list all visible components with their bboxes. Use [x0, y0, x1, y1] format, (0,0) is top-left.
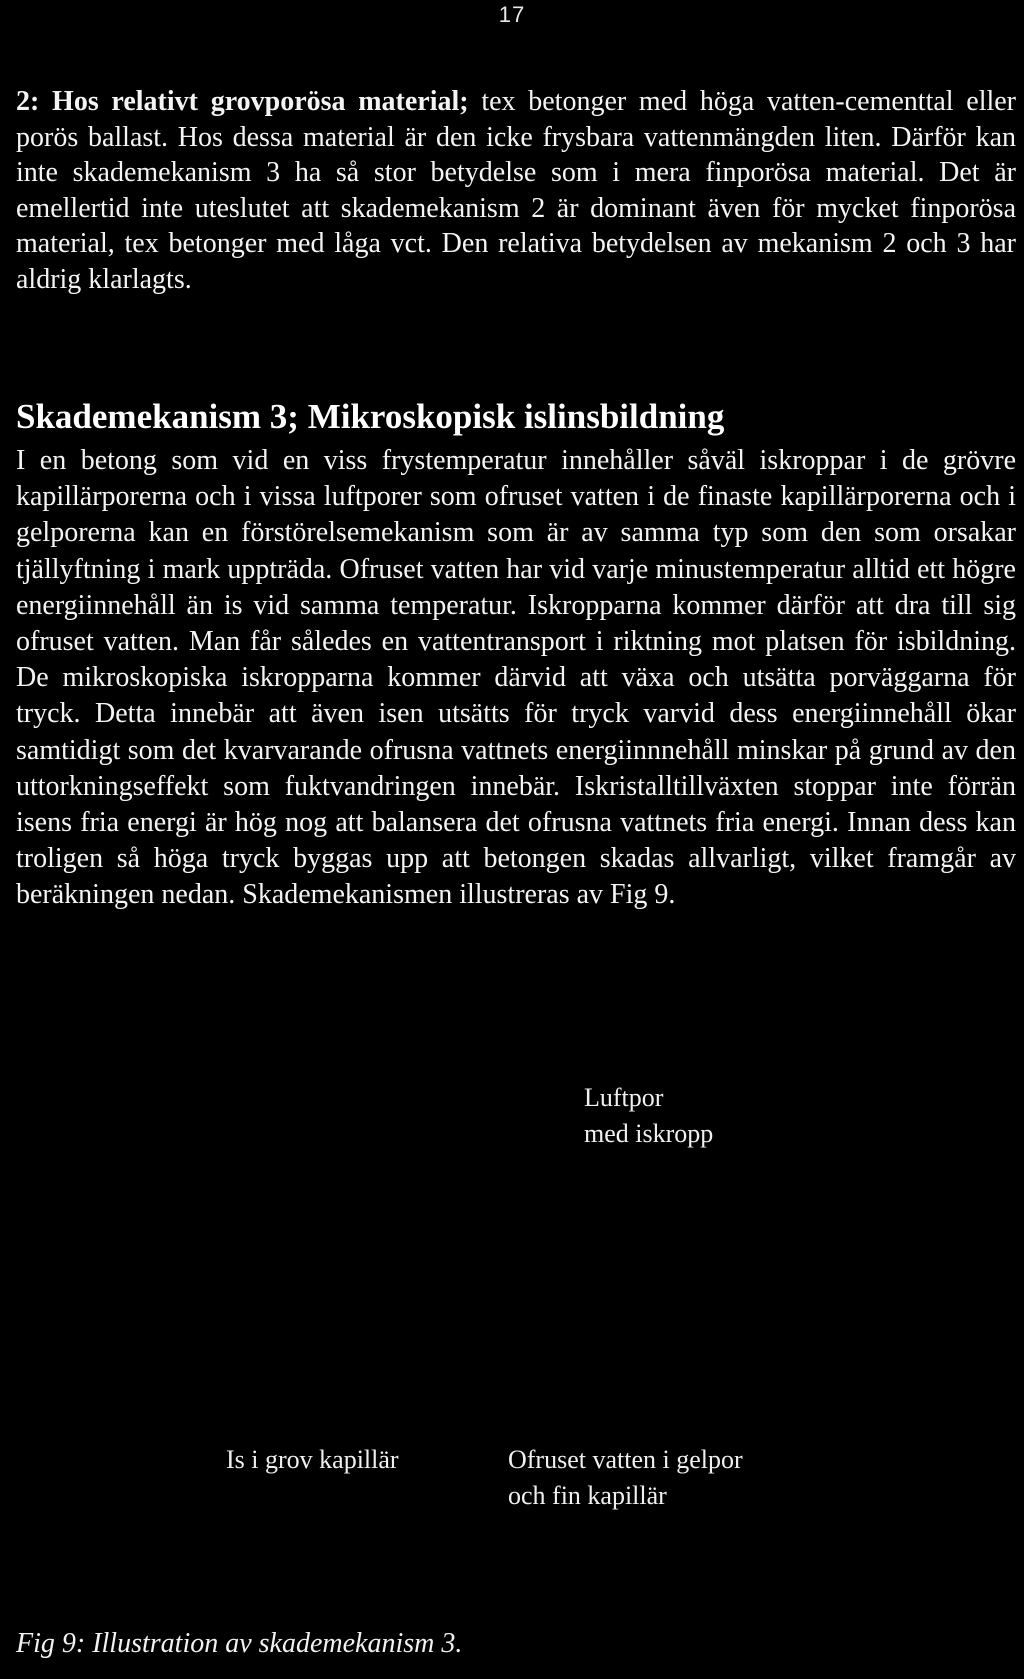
paragraph-coarse-porous-materials [16, 84, 1016, 297]
figure-caption: Fig 9: Illustration av skademekanism 3. [16, 1628, 463, 1659]
figure-label-unfrozen-line1: Ofruset vatten i gelpor [508, 1445, 743, 1474]
figure-label-air-pore-line2: med iskropp [584, 1119, 714, 1148]
figure-label-ice-coarse-capillary: Is i grov kapillär [226, 1445, 399, 1474]
figure-label-unfrozen-line2: och fin kapillär [508, 1481, 667, 1510]
figure-label-unfrozen-water [508, 1442, 828, 1514]
section-body: I en betong som vid en viss frystemperatur innehåller såväl iskroppar i de grövre kapillärporerna och i vissa luftporer som ofruset vatten i de finaste kapillärporerna och i gelporerna kan en förstörelsemekanism som är av samma typ som den som orsakar tjällyftning i mark uppträda. Ofruset vatten har vid varje minustemperatur alltid ett högre energiinnehåll än is vid samma temperatur. Iskropparna kommer därför att dra till sig ofruset vatten. Man får således en vattentransport i riktning mot platsen för isbildning. De mikroskopiska iskropparna kommer därvid att växa och utsätta porväggarna för tryck. Detta innebär att även isen utsätts för tryck varvid dess energiinnehåll ökar samtidigt som det kvarvarande ofrusna vattnets energiinnnehåll minskar på grund av den uttorkningseffekt som fuktvandringen innebär. Iskristalltillväxten stoppar inte förrän isens fria energi är hög nog att balansera det ofrusna vattnets fria energi. Innan dess kan troligen så höga tryck byggas upp att betongen skadas allvarligt, vilket framgår av beräkningen nedan. Skademekanismen illustreras av Fig 9. [16, 445, 1016, 911]
figure-label-air-pore-line1: Luftpor [584, 1083, 664, 1112]
figure-label-air-pore [584, 1080, 804, 1152]
section-heading: Skademekanism 3; Mikroskopisk islinsbildning [16, 397, 725, 436]
paragraph-lead: 2: Hos relativt grovporösa material; [16, 86, 469, 117]
figure-9 [0, 1060, 1024, 1660]
page-number: 17 [498, 2, 526, 27]
paragraph-text: tex betonger med höga vatten-cementtal eller porös ballast. Hos dessa material är den icke frysbara vattenmängden liten. Därför kan inte skademekanism 3 ha så stor betydelse som i mera finporösa material. Det är emellertid inte uteslutet att skademekanism 2 är dominant även för mycket finporösa material, tex betonger med låga vct. Den relativa betydelsen av mekanism 2 och 3 har aldrig klarlagts. [16, 86, 1017, 295]
